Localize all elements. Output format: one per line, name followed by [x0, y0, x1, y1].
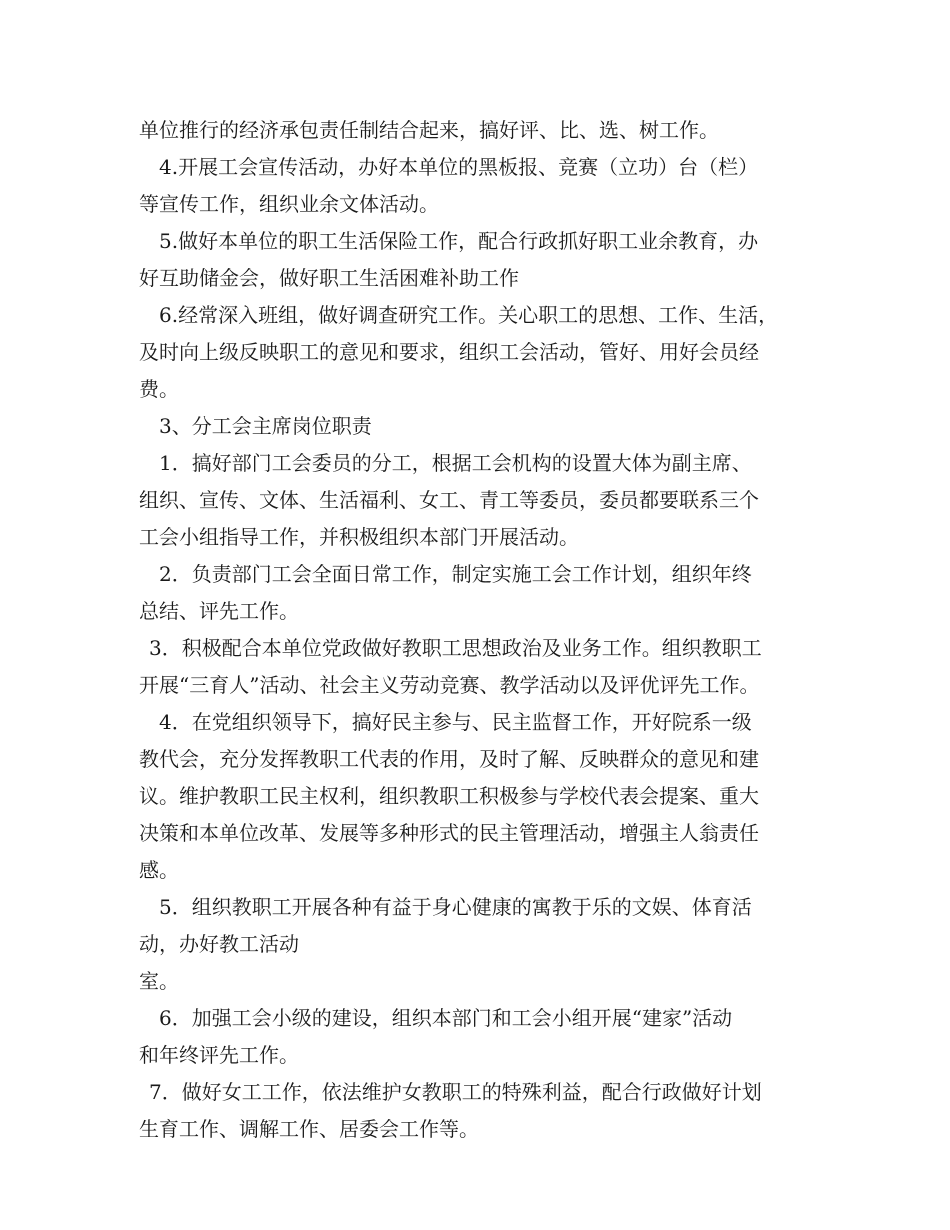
text-line: 生育工作、调解工作、居委会工作等。	[139, 1117, 479, 1141]
text-line: 开展“三育人”活动、社会主义劳动竞赛、教学活动以及评优评先工作。	[139, 673, 760, 697]
text-line: 及时向上级反映职工的意见和要求，组织工会活动，管好、用好会员经	[139, 340, 759, 364]
text-line: 决策和本单位改革、发展等多种形式的民主管理活动，增强主人翁责任	[139, 821, 759, 845]
text-line: 单位推行的经济承包责任制结合起来，搞好评、比、选、树工作。	[139, 118, 719, 142]
text-line: 1．搞好部门工会委员的分工，根据工会机构的设置大体为副主席、	[159, 451, 752, 475]
text-line: 好互助储金会，做好职工生活困难补助工作	[139, 266, 519, 290]
text-line: 动，办好教工活动	[139, 932, 299, 956]
text-line: 工会小组指导工作，并积极组织本部门开展活动。	[139, 525, 579, 549]
section-heading: 3、分工会主席岗位职责	[159, 414, 372, 438]
text-line: 组织、宣传、文体、生活福利、女工、青工等委员，委员都要联系三个	[139, 488, 759, 512]
text-line: 和年终评先工作。	[139, 1043, 299, 1067]
text-line: 感。	[139, 858, 179, 882]
text-line: 5．组织教职工开展各种有益于身心健康的寓教于乐的文娱、体育活	[159, 895, 752, 919]
text-line: 等宣传工作，组织业余文体活动。	[139, 192, 439, 216]
text-line: 室。	[139, 969, 179, 993]
text-line: 4．在党组织领导下，搞好民主参与、民主监督工作，开好院系一级	[159, 710, 752, 734]
text-line: 4.开展工会宣传活动，办好本单位的黑板报、竞赛（立功）台（栏）	[159, 155, 759, 179]
text-line: 教代会，充分发挥教职工代表的作用，及时了解、反映群众的意见和建	[139, 747, 759, 771]
text-line: 3．积极配合本单位党政做好教职工思想政治及业务工作。组织教职工	[149, 636, 762, 660]
text-line: 7．做好女工工作，依法维护女教职工的特殊利益，配合行政做好计划	[149, 1080, 762, 1104]
text-line: 5.做好本单位的职工生活保险工作，配合行政抓好职工业余教育，办	[159, 229, 759, 253]
text-line: 费。	[139, 377, 179, 401]
document-body	[139, 112, 829, 1148]
text-line: 6.经常深入班组，做好调查研究工作。关心职工的思想、工作、生活，	[159, 303, 779, 327]
text-line: 6．加强工会小级的建设，组织本部门和工会小组开展“建家”活动	[159, 1006, 733, 1030]
text-line: 总结、评先工作。	[139, 599, 299, 623]
text-line: 议。维护教职工民主权利，组织教职工积极参与学校代表会提案、重大	[139, 784, 759, 808]
text-line: 2．负责部门工会全面日常工作，制定实施工会工作计划，组织年终	[159, 562, 752, 586]
